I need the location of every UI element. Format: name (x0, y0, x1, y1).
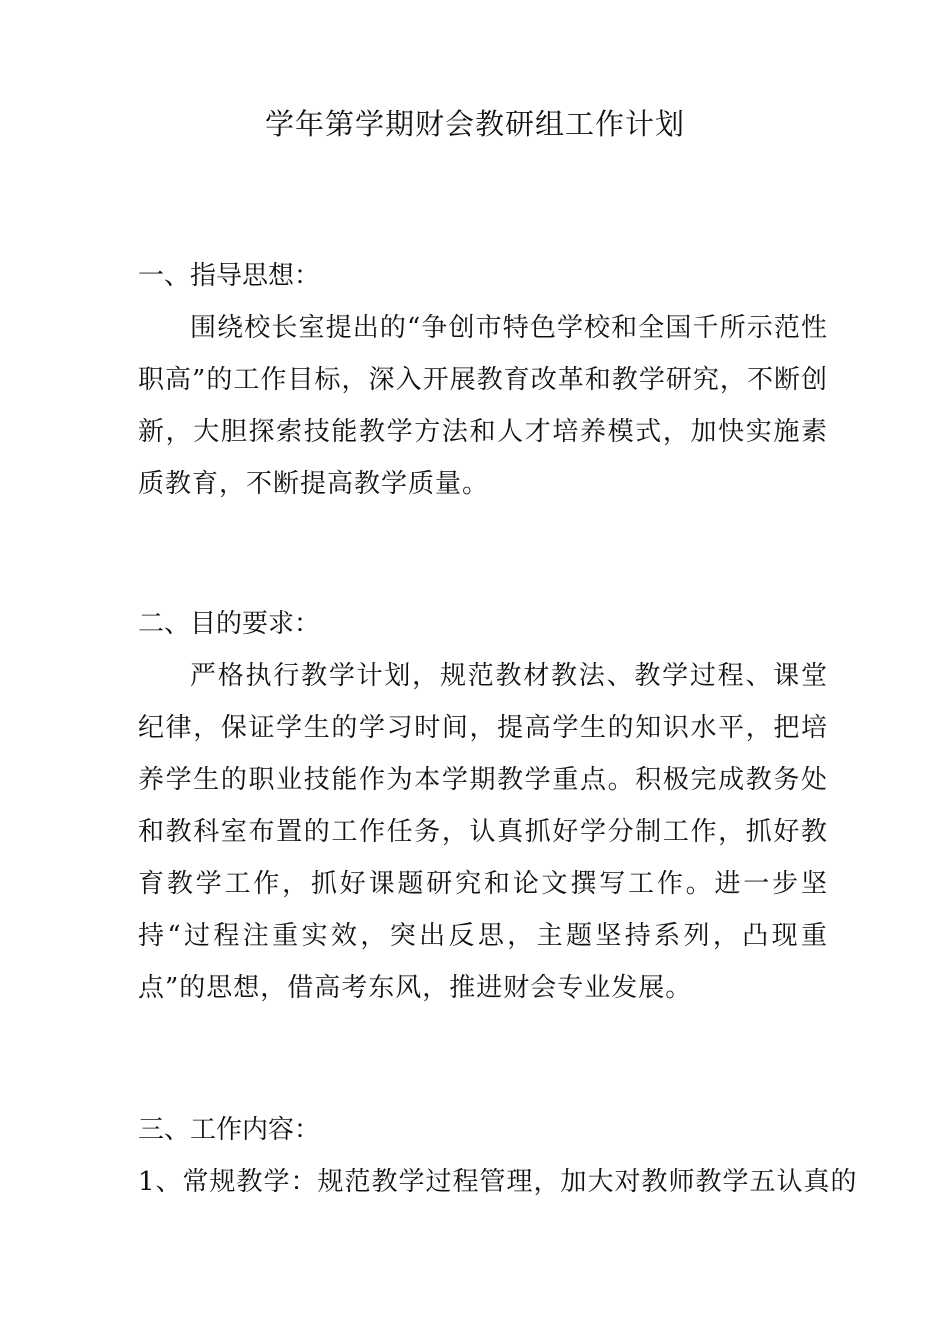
section-paragraph-guiding-thought: 围绕校长室提出的“争创市特色学校和全国千所示范性职高”的工作目标，深入开展教育改革和教学研究，不断创新，大胆探索技能教学方法和人才培养模式，加快实施素质教育，不断提高教学质量。 (138, 313, 828, 499)
section-heading-work-content: 三、工作内容： (138, 1115, 321, 1145)
document-title: 学年第学期财会教研组工作计划 (264, 107, 685, 141)
section-heading-requirements: 二、目的要求： (138, 609, 321, 639)
section-heading-guiding-thought: 一、指导思想： (138, 261, 321, 291)
section-paragraph-requirements: 严格执行教学计划，规范教材教法、教学过程、课堂纪律，保证学生的学习时间，提高学生的知识水平，把培养学生的职业技能作为本学期教学重点。积极完成教务处和教科室布置的工作任务，认真抓好学分制工作，抓好教育教学工作，抓好课题研究和论文撰写工作。进一步坚持“过程注重实效，突出反思，主题坚持系列，凸现重点”的思想，借高考东风，推进财会专业发展。 (138, 661, 828, 1003)
section-paragraph-work-content: 1、常规教学：规范教学过程管理，加大对教师教学五认真的 (138, 1167, 858, 1197)
